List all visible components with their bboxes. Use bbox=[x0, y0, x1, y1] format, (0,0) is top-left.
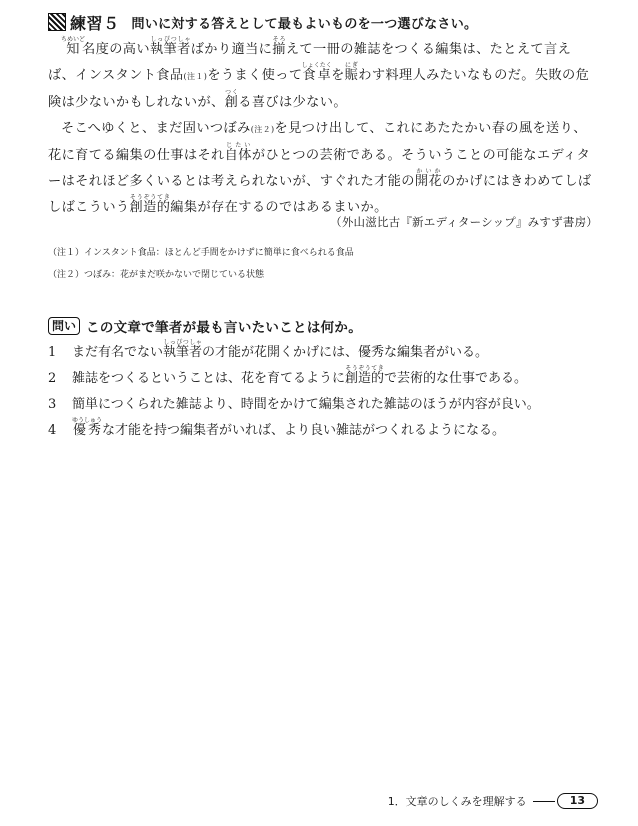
ruby-word: 優秀ゆうしゅう bbox=[72, 417, 103, 438]
footnote-2: （注２）つぼみ：花がまだ咲かないで閉じている状態 bbox=[48, 270, 265, 280]
ruby-word: 食卓しょくたく bbox=[301, 62, 332, 83]
exercise-header bbox=[48, 10, 477, 34]
question-text: この文章で筆者が最も言いたいことは何か。 bbox=[86, 320, 363, 336]
ruby-word: 揃そろ bbox=[272, 36, 286, 57]
question-tag: 問い bbox=[48, 317, 80, 335]
answer-options bbox=[48, 340, 540, 444]
passage-paragraph-1: 知ちめいど名度の高い執筆者しっぴつしゃばかり適当に揃そろえて一冊の雑誌をつくる編集は、たとえて言えば、インスタント食品(注１)をうまく使って食卓しょくたくを賑にぎわす料理人みたいなものだ。失敗の危険は少ないかもしれないが、創つくる喜びは少ない。 bbox=[48, 36, 590, 110]
passage-paragraph-2: そこへゆくと、まだ固いつぼみ(注２)を見つけ出して、これにあたたかい春の風を送り、花に育てる編集の仕事はそれ自体じたいがひとつの芸術である。そういうことの可能なエディターはそれほど多くいるとは考えられないが、すぐれた才能の開花かいかのかげにはきわめてしばしばこういう創造的そうぞうてき編集が存在するのではあるまいか。 bbox=[48, 121, 592, 215]
reading-passage bbox=[48, 36, 596, 221]
page-number: 13 bbox=[557, 793, 598, 809]
exercise-instruction: 問いに対する答えとして最もよいものを一つ選びなさい。 bbox=[131, 16, 478, 32]
option-number: 3 bbox=[48, 397, 57, 412]
answer-option-2[interactable]: 2 雑誌をつくるということは、花を育てるように 創造的そうぞうてき で芸術的な仕事である。 bbox=[48, 366, 540, 392]
answer-option-3[interactable]: 3 簡単につくられた雑誌より、時間をかけて編集された雑誌のほうが内容が良い。 bbox=[48, 392, 540, 418]
answer-option-4[interactable]: 4 優秀ゆうしゅう な才能を持つ編集者がいれば、より良い雑誌がつくれるようになる。 bbox=[48, 418, 540, 444]
footer-rule bbox=[533, 801, 555, 802]
chapter-title: 1．文章のしくみを理解する bbox=[387, 795, 527, 808]
answer-option-1[interactable]: 1 まだ有名でない 執筆者しっぴつしゃ の才能が花開くかげには、優秀な編集者がいる。 bbox=[48, 340, 540, 366]
question-header bbox=[48, 316, 362, 336]
exercise-label: 練習５ bbox=[70, 13, 120, 33]
option-number: 1 bbox=[48, 345, 57, 360]
ruby-word: 自体じたい bbox=[224, 142, 252, 163]
option-number: 4 bbox=[48, 423, 57, 438]
footnote-1: （注１）インスタント食品：ほとんど手間をかけずに簡単に食べられる食品 bbox=[48, 248, 354, 258]
ruby-word: 知ちめいど bbox=[61, 36, 86, 57]
ruby-word: 賑にぎ bbox=[344, 62, 359, 83]
source-citation: （外山滋比古『新エディターシップ』みすず書房） bbox=[330, 215, 598, 229]
striped-square-icon bbox=[48, 13, 66, 31]
ruby-word: 創造的そうぞうてき bbox=[345, 365, 385, 386]
page-footer bbox=[388, 793, 598, 809]
ruby-word: 創造的そうぞうてき bbox=[129, 194, 171, 215]
ruby-word: 執筆者しっぴつしゃ bbox=[163, 339, 203, 360]
note-ref-1: (注１) bbox=[183, 72, 208, 81]
option-number: 2 bbox=[48, 371, 57, 386]
ruby-word: 執筆者しっぴつしゃ bbox=[149, 36, 191, 57]
ruby-word: 開花かいか bbox=[414, 168, 443, 189]
note-ref-2: (注２) bbox=[250, 125, 275, 134]
ruby-word: 創つく bbox=[224, 89, 239, 110]
footnotes bbox=[48, 242, 354, 286]
